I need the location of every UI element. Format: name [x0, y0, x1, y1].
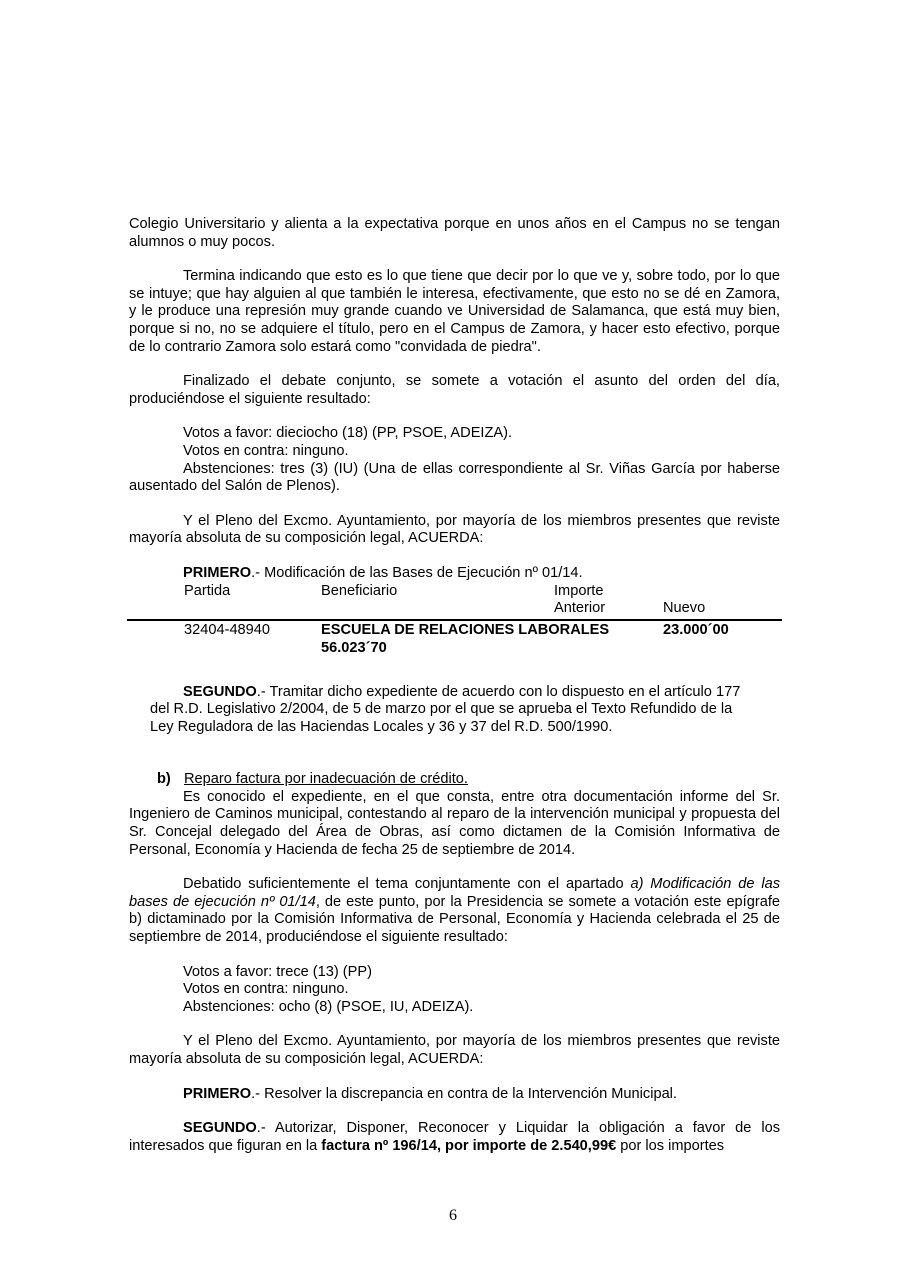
segundo-label: SEGUNDO — [183, 683, 257, 700]
paragraph-6-a: Debatido suficientemente el tema conjuntamente con el apartado — [183, 876, 631, 893]
header-beneficiario: Beneficiario — [321, 582, 398, 599]
paragraph-6 — [129, 876, 780, 946]
page-number: 6 — [449, 1207, 457, 1224]
primero-2 — [129, 1086, 780, 1104]
header-importe: Importe — [554, 582, 604, 599]
cell-anterior: 56.023´70 — [321, 639, 387, 656]
segundo-text-1: .- Tramitar dicho expediente de acuerdo con lo dispuesto en el artículo 177 — [256, 683, 741, 700]
votes2-contra: Votos en contra: ninguno. — [183, 981, 349, 998]
segundo-2 — [129, 1120, 780, 1155]
paragraph-4: Y el Pleno del Excmo. Ayuntamiento, por mayoría de los miembros presentes que reviste mayoría absoluta de su composición legal, ACUERDA: — [129, 512, 780, 547]
section-b-label: b) — [157, 771, 171, 788]
segundo2-factura: factura nº 196/14, por importe de 2.540,99€ — [321, 1137, 617, 1154]
header-anterior: Anterior — [554, 599, 606, 616]
paragraph-1: Colegio Universitario y alienta a la expectativa porque en unos años en el Campus no se tengan alumnos o muy pocos. — [129, 216, 780, 250]
segundo2-text-a: .- Autorizar, Disponer, Reconocer y Liquidar la obligación a favor de los interesados que figuran en la — [129, 1120, 780, 1154]
paragraph-3: Finalizado el debate conjunto, se somete a votación el asunto del orden del día, produciéndose el siguiente resultado: — [129, 373, 780, 407]
votes2-favor: Votos a favor: trece (13) (PP) — [183, 963, 372, 980]
segundo2-label: SEGUNDO — [183, 1120, 257, 1137]
segundo-text-3: Ley Reguladora de las Haciendas Locales y 36 y 37 del R.D. 500/1990. — [150, 718, 613, 735]
header-nuevo: Nuevo — [663, 599, 706, 616]
paragraph-6-italic: a) Modificación de las bases de ejecución nº 01/14 — [129, 876, 780, 910]
votes-block-1 — [129, 425, 780, 495]
section-b-title: Reparo factura por inadecuación de crédito. — [184, 771, 468, 788]
header-partida: Partida — [184, 582, 231, 599]
primero-label: PRIMERO — [183, 564, 252, 581]
paragraph-5: Es conocido el expediente, en el que consta, entre otra documentación informe del Sr. Ingeniero de Caminos municipal, contestando al reparo de la intervención municipal y propuesta del Sr. Concejal delegado del Área de Obras, así como dictamen de la Comisión Informativa de Personal, Economía y Hacienda de fecha 25 de septiembre de 2014. — [129, 788, 780, 858]
segundo-text-2: del R.D. Legislativo 2/2004, de 5 de marzo por el que se aprueba el Texto Refundido de la — [150, 701, 733, 718]
budget-table — [129, 583, 780, 661]
paragraph-6-c: , de este punto, por la Presidencia se somete a votación este epígrafe b) dictaminado por la Comisión Informativa de Personal, Economía y Hacienda celebrada el 25 de septiembre de 2014, produciéndose el siguiente resultado: — [129, 893, 780, 946]
votes-favor: Votos a favor: dieciocho (18) (PP, PSOE, ADEIZA). — [183, 425, 513, 442]
document-body — [129, 216, 780, 1155]
votes2-abstenciones: Abstenciones: ocho (8) (PSOE, IU, ADEIZA). — [183, 998, 474, 1015]
table-divider — [127, 619, 782, 621]
cell-partida: 32404-48940 — [184, 621, 271, 638]
paragraph-2: Termina indicando que esto es lo que tiene que decir por lo que ve y, sobre todo, por lo que se intuye; que hay alguien al que también le interesa, efectivamente, que esto no se dé en Zamora, y le produce una represión muy grande cuando ve Universidad de Salamanca, que está muy bien, porque si no, no se adquiere el título, pero en el Campus de Zamora, y hacer esto efectivo, porque de lo contrario Zamora solo estará como "convidada de piedra". — [129, 268, 780, 355]
cell-beneficiario: ESCUELA DE RELACIONES LABORALES — [321, 621, 610, 638]
section-b-heading — [129, 771, 780, 789]
primero2-text: .- Resolver la discrepancia en contra de la Intervención Municipal. — [251, 1085, 677, 1102]
primero-text: .- Modificación de las Bases de Ejecución nº 01/14. — [251, 564, 583, 581]
segundo2-text-c: por los importes — [616, 1137, 725, 1154]
votes-contra: Votos en contra: ninguno. — [183, 442, 349, 459]
primero-1 — [129, 565, 780, 583]
paragraph-7: Y el Pleno del Excmo. Ayuntamiento, por mayoría de los miembros presentes que reviste mayoría absoluta de su composición legal, ACUERDA: — [129, 1033, 780, 1067]
primero2-label: PRIMERO — [183, 1085, 252, 1102]
segundo-1 — [129, 684, 780, 737]
votes-block-2 — [129, 964, 780, 1017]
cell-nuevo: 23.000´00 — [663, 621, 729, 638]
votes-abstenciones: Abstenciones: tres (3) (IU) (Una de ellas correspondiente al Sr. Viñas García por haberse ausentado del Salón de Plenos). — [129, 460, 780, 495]
